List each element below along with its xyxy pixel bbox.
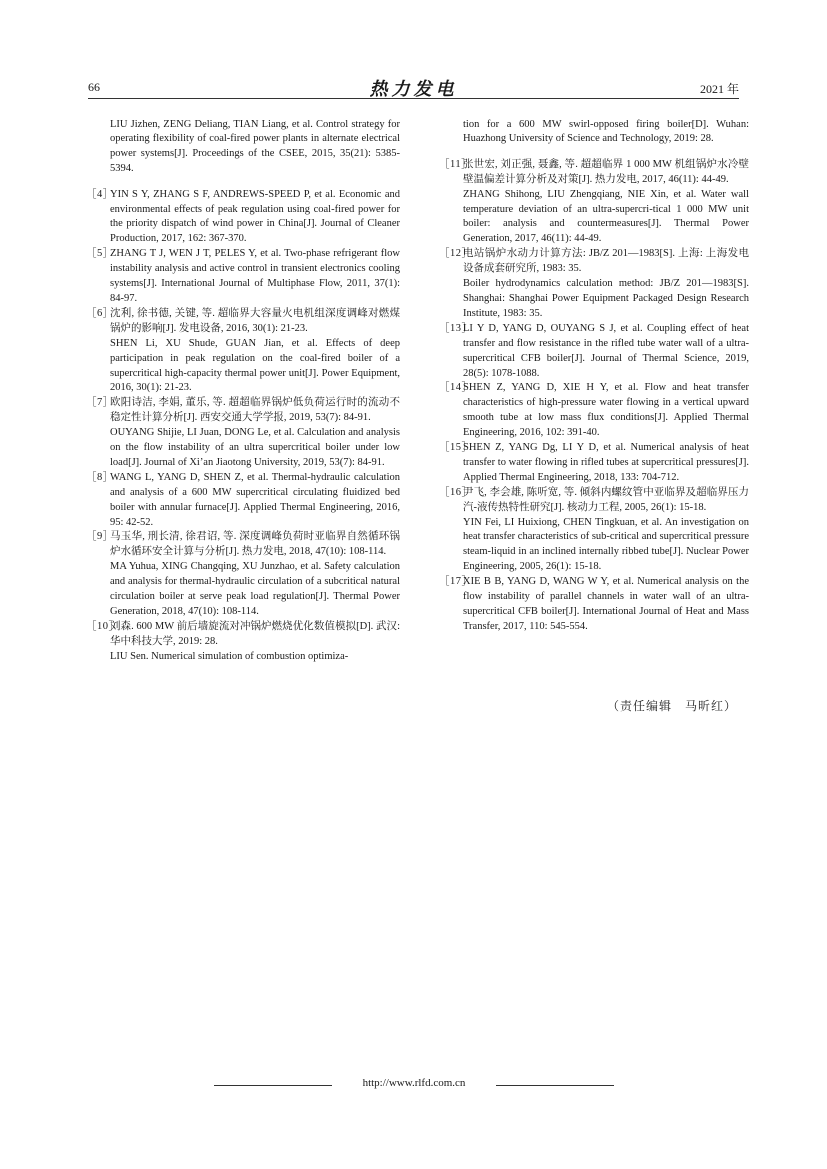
reference-13 bbox=[441, 322, 749, 382]
reference-17 bbox=[441, 575, 749, 635]
reference-text-chinese: 电站锅炉水动力计算方法: JB/Z 201—1983[S]. 上海: 上海发电设备成套研究所, 1983: 35. bbox=[463, 248, 749, 275]
reference-8 bbox=[88, 471, 400, 531]
reference-5 bbox=[88, 247, 400, 307]
page-number: 66 bbox=[88, 80, 100, 94]
reference-number: ［9］ bbox=[86, 531, 114, 543]
reference-text-english: MA Yuhua, XING Changqing, XU Junzhao, et al. Safety calculation and analysis for thermal-hydraulic circulation of a subcritical natural circulation boiler at serve peak load regulation[J]. Thermal Power Generation, 2018, 47(10): 108-114. bbox=[110, 561, 400, 617]
reference-text: SHEN Z, YANG Dg, LI Y D, et al. Numerical analysis of heat transfer to water flowing in rifled tubes at supercritical pressures[J]. Applied Thermal Engineering, 2018, 133: 704-712. bbox=[463, 442, 749, 483]
reference-number: ［7］ bbox=[86, 397, 114, 409]
reference-9 bbox=[88, 530, 400, 619]
reference-number: ［13］ bbox=[439, 322, 473, 334]
reference-6 bbox=[88, 307, 400, 396]
header-rule bbox=[88, 98, 739, 99]
reference-text-english: LIU Sen. Numerical simulation of combustion optimiza- bbox=[110, 650, 349, 662]
reference-text-english: SHEN Li, XU Shude, GUAN Jian, et al. Effects of deep participation in peak regulation on the coal-fired boiler of a supercritical high-capacity thermal power unit[J]. Power Equipment, 2016, 30(1): 21-23. bbox=[110, 337, 400, 394]
reference-text: tion for a 600 MW swirl-opposed firing boiler[D]. Wuhan: Huazhong University of Science and Technology, 2019: 28. bbox=[463, 118, 749, 145]
reference-4 bbox=[88, 188, 400, 248]
reference-15 bbox=[441, 441, 749, 486]
reference-number: ［8］ bbox=[86, 471, 114, 483]
reference-text-chinese: 刘森. 600 MW 前后墙旋流对冲锅炉燃烧优化数值模拟[D]. 武汉: 华中科技大学, 2019: 28. bbox=[110, 620, 400, 647]
reference-text-chinese: 沈利, 徐书德, 关键, 等. 超临界大容量火电机组深度调峰对燃煤锅炉的影响[J]. 发电设备, 2016, 30(1): 21-23. bbox=[110, 307, 400, 334]
reference-column-left bbox=[88, 107, 400, 665]
reference-11 bbox=[441, 158, 749, 247]
reference-3-continuation bbox=[88, 118, 400, 178]
reference-number: ［10］ bbox=[86, 620, 120, 632]
reference-text-chinese: 尹飞, 李会雄, 陈听宽, 等. 倾斜内螺纹管中亚临界及超临界压力汽-液传热特性研究[J]. 核动力工程, 2005, 26(1): 15-18. bbox=[463, 486, 749, 513]
reference-text-english: YIN Fei, LI Huixiong, CHEN Tingkuan, et al. An investigation on heat transfer characteristics of sub-critical and supercritical pressure steam-liquid in an inclined internally ribbed tube[J]. Nuclear Power Engineering, 2005, 26(1): 15-18. bbox=[463, 516, 749, 573]
reference-16 bbox=[441, 486, 749, 575]
reference-10-continuation bbox=[441, 118, 749, 148]
reference-number: ［15］ bbox=[439, 442, 473, 454]
issue-year: 2021 年 bbox=[699, 82, 739, 96]
reference-column-right bbox=[441, 107, 749, 635]
reference-10 bbox=[88, 620, 400, 665]
reference-number: ［17］ bbox=[439, 576, 473, 588]
page-header bbox=[88, 78, 739, 98]
reference-14 bbox=[441, 381, 749, 441]
responsible-editor: （责任编辑 马昕红） bbox=[607, 699, 738, 713]
reference-text-english: Boiler hydrodynamics calculation method: JB/Z 201—1983[S]. Shanghai: Shanghai Power Equipment Packaged Design Research Institute, 1983: 35. bbox=[463, 278, 749, 319]
reference-text: LIU Jizhen, ZENG Deliang, TIAN Liang, et al. Control strategy for operating flexibility of coal-fired power plants in alternate electrical power systems[J]. Proceedings of the CSEE, 2015, 35(21): 5385-5394. bbox=[110, 118, 400, 175]
reference-text: YIN S Y, ZHANG S F, ANDREWS-SPEED P, et al. Economic and environmental effects of peak regulation using coal-fired power for the priority dispatch of wind power in China[J]. Journal of Cleaner Production, 2017, 162: 367-370. bbox=[110, 188, 400, 245]
reference-text-english: ZHANG Shihong, LIU Zhengqiang, NIE Xin, et al. Water wall temperature deviation of an ultra-supercri-tical 1 000 MW unit boiler: analysis and countermeasures[J]. Thermal Power Generation, 2017, 46(11): 44-49. bbox=[463, 188, 749, 245]
reference-text: ZHANG T J, WEN J T, PELES Y, et al. Two-phase refrigerant flow instability analysis and active control in transient electronics cooling systems[J]. International Journal of Multiphase Flow, 2011, 37(1): 84-97. bbox=[110, 248, 400, 304]
reference-number: ［5］ bbox=[86, 248, 114, 260]
page-footer bbox=[214, 1077, 614, 1093]
reference-text: LI Y D, YANG D, OUYANG S J, et al. Coupling effect of heat transfer and flow resistance in the rifled tube water wall of a ultra-supercritical CFB boiler[J]. Journal of Thermal Science, 2019, 28(5): 1078-1088. bbox=[463, 322, 749, 379]
reference-number: ［11］ bbox=[439, 158, 473, 170]
reference-text-chinese: 欧阳诗洁, 李娟, 董乐, 等. 超超临界锅炉低负荷运行时的流动不稳定性计算分析[J]. 西安交通大学学报, 2019, 53(7): 84-91. bbox=[110, 397, 400, 424]
journal-name: 热力发电 bbox=[369, 79, 458, 99]
reference-text: XIE B B, YANG D, WANG W Y, et al. Numerical analysis on the flow instability of parallel channels in water wall of an ultra-supercritical CFB boiler[J]. International Journal of Heat and Mass Transfer, 2017, 110: 545-554. bbox=[463, 576, 749, 632]
journal-url: http://www.rlfd.com.cn bbox=[362, 1077, 466, 1089]
reference-12 bbox=[441, 247, 749, 322]
reference-text: SHEN Z, YANG D, XIE H Y, et al. Flow and heat transfer characteristics of high-pressure water flowing in a vertical upward smooth tube at low mass flux conditions[J]. Applied Thermal Engineering, 2016, 102: 391-40. bbox=[463, 382, 749, 439]
reference-number: ［16］ bbox=[439, 486, 473, 498]
reference-text-english: OUYANG Shijie, LI Juan, DONG Le, et al. Calculation and analysis on the flow instability of an ultra supercritical boiler under low load[J]. Journal of Xi’an Jiaotong University, 2019, 53(7): 84-91. bbox=[110, 427, 400, 468]
reference-text-chinese: 张世宏, 刘正强, 聂鑫, 等. 超超临界 1 000 MW 机组锅炉水冷壁壁温偏差计算分析及对策[J]. 热力发电, 2017, 46(11): 44-49. bbox=[463, 158, 749, 185]
reference-text: WANG L, YANG D, SHEN Z, et al. Thermal-hydraulic calculation and analysis of a 600 MW supercritical circulating fluidized bed boiler with annular furnace[J]. Applied Thermal Engineering, 2016, 95: 42-52. bbox=[110, 471, 400, 528]
reference-number: ［12］ bbox=[439, 248, 473, 260]
reference-number: ［4］ bbox=[86, 188, 114, 200]
reference-7 bbox=[88, 396, 400, 471]
reference-number: ［14］ bbox=[439, 382, 473, 394]
reference-number: ［6］ bbox=[86, 307, 114, 319]
footer-rule-right bbox=[496, 1085, 614, 1086]
reference-text-chinese: 马玉华, 刑长清, 徐君诏, 等. 深度调峰负荷时亚临界自然循环锅炉水循环安全计算与分析[J]. 热力发电, 2018, 47(10): 108-114. bbox=[110, 531, 400, 558]
